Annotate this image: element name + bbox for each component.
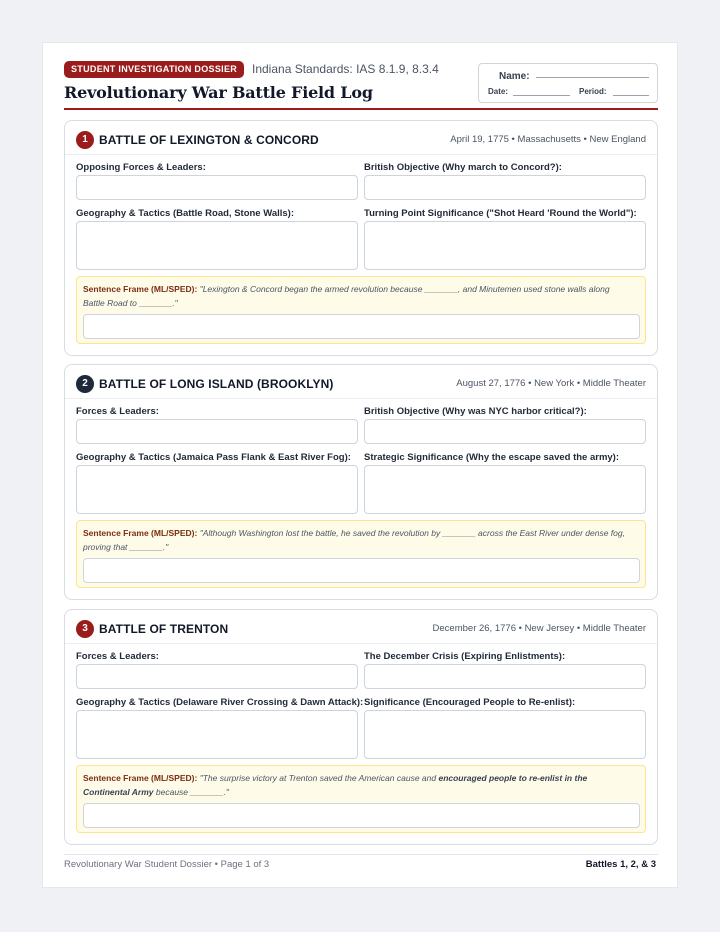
field-label: Strategic Significance (Why the escape saved the army): bbox=[364, 452, 620, 463]
footer-divider bbox=[64, 854, 658, 855]
field-label: Geography & Tactics (Delaware River Crossing & Dawn Attack): bbox=[76, 697, 364, 708]
battle-card-3 bbox=[64, 609, 658, 845]
objective-input[interactable] bbox=[364, 175, 646, 200]
sentence-frame-prompt-end: because _______." bbox=[153, 787, 229, 797]
battle-header bbox=[65, 365, 657, 399]
battle-title: BATTLE OF LEXINGTON & CONCORD bbox=[99, 133, 319, 147]
forces-input[interactable] bbox=[76, 664, 358, 689]
sentence-frame-label: Sentence Frame (ML/SPED): bbox=[83, 284, 198, 294]
geography-input[interactable] bbox=[76, 221, 358, 270]
sentence-frame-prompt: "Lexington & Concord began the armed revolution because _______, and Minutemen used stone walls along Battle Road to _______." bbox=[83, 284, 610, 308]
date-field[interactable] bbox=[513, 95, 570, 96]
name-box bbox=[478, 63, 658, 103]
period-label: Period: bbox=[579, 87, 607, 96]
objective-input[interactable] bbox=[364, 419, 646, 444]
battle-meta: April 19, 1775 • Massachusetts • New England bbox=[450, 134, 646, 145]
field-label: Significance (Encouraged People to Re-enlist): bbox=[364, 697, 576, 708]
geography-input[interactable] bbox=[76, 710, 358, 759]
period-field[interactable] bbox=[613, 95, 649, 96]
significance-input[interactable] bbox=[364, 465, 646, 514]
significance-input[interactable] bbox=[364, 710, 646, 759]
forces-input[interactable] bbox=[76, 175, 358, 200]
forces-input[interactable] bbox=[76, 419, 358, 444]
footer-page-info: Revolutionary War Student Dossier • Page 1 of 3 bbox=[64, 859, 270, 870]
battle-header bbox=[65, 610, 657, 644]
battle-header bbox=[65, 121, 657, 155]
date-label: Date: bbox=[488, 87, 509, 96]
sentence-frame-text bbox=[83, 771, 633, 799]
battle-meta: December 26, 1776 • New Jersey • Middle Theater bbox=[432, 623, 646, 634]
dossier-badge: STUDENT INVESTIGATION DOSSIER bbox=[64, 61, 244, 78]
page-title: Revolutionary War Battle Field Log bbox=[64, 83, 373, 102]
battle-meta: August 27, 1776 • New York • Middle Theater bbox=[456, 378, 646, 389]
battle-title: BATTLE OF TRENTON bbox=[99, 622, 229, 636]
sentence-frame-prompt: "The surprise victory at Trenton saved the American cause and bbox=[199, 773, 439, 783]
geography-input[interactable] bbox=[76, 465, 358, 514]
sentence-frame-input[interactable] bbox=[83, 803, 640, 828]
field-label: Opposing Forces & Leaders: bbox=[76, 162, 206, 173]
field-label: British Objective (Why was NYC harbor critical?): bbox=[364, 406, 587, 417]
name-label: Name: bbox=[499, 71, 530, 82]
battle-number: 3 bbox=[76, 620, 94, 638]
field-label: Forces & Leaders: bbox=[76, 406, 159, 417]
dossier-page bbox=[42, 42, 678, 888]
sentence-frame-input[interactable] bbox=[83, 558, 640, 583]
significance-input[interactable] bbox=[364, 221, 646, 270]
sentence-frame-prompt: "Although Washington lost the battle, he saved the revolution by _______ across the East River under dense fog, proving that _______." bbox=[83, 528, 625, 552]
field-label: Geography & Tactics (Jamaica Pass Flank & East River Fog): bbox=[76, 452, 351, 463]
battle-number: 1 bbox=[76, 131, 94, 149]
crisis-input[interactable] bbox=[364, 664, 646, 689]
sentence-frame bbox=[76, 765, 646, 833]
name-field[interactable] bbox=[536, 77, 649, 78]
sentence-frame-text bbox=[83, 526, 633, 554]
field-label: British Objective (Why march to Concord?): bbox=[364, 162, 562, 173]
battle-title: BATTLE OF LONG ISLAND (BROOKLYN) bbox=[99, 377, 334, 391]
field-label: Turning Point Significance ("Shot Heard 'Round the World"): bbox=[364, 208, 637, 219]
sentence-frame-label: Sentence Frame (ML/SPED): bbox=[83, 528, 198, 538]
page-header bbox=[64, 61, 658, 111]
sentence-frame bbox=[76, 276, 646, 344]
sentence-frame bbox=[76, 520, 646, 588]
field-label: Forces & Leaders: bbox=[76, 651, 159, 662]
sentence-frame-text bbox=[83, 282, 633, 310]
sentence-frame-label: Sentence Frame (ML/SPED): bbox=[83, 773, 198, 783]
battle-number: 2 bbox=[76, 375, 94, 393]
field-label: Geography & Tactics (Battle Road, Stone Walls): bbox=[76, 208, 295, 219]
sentence-frame-input[interactable] bbox=[83, 314, 640, 339]
standards-text: Indiana Standards: IAS 8.1.9, 8.3.4 bbox=[252, 62, 439, 76]
sentence-frame-emphasis: encouraged people to re-enlist in the Continental Army bbox=[83, 773, 588, 797]
header-rule bbox=[64, 108, 658, 110]
battle-card-2 bbox=[64, 364, 658, 600]
footer-battles: Battles 1, 2, & 3 bbox=[585, 859, 656, 870]
battle-card-1 bbox=[64, 120, 658, 356]
field-label: The December Crisis (Expiring Enlistments): bbox=[364, 651, 566, 662]
